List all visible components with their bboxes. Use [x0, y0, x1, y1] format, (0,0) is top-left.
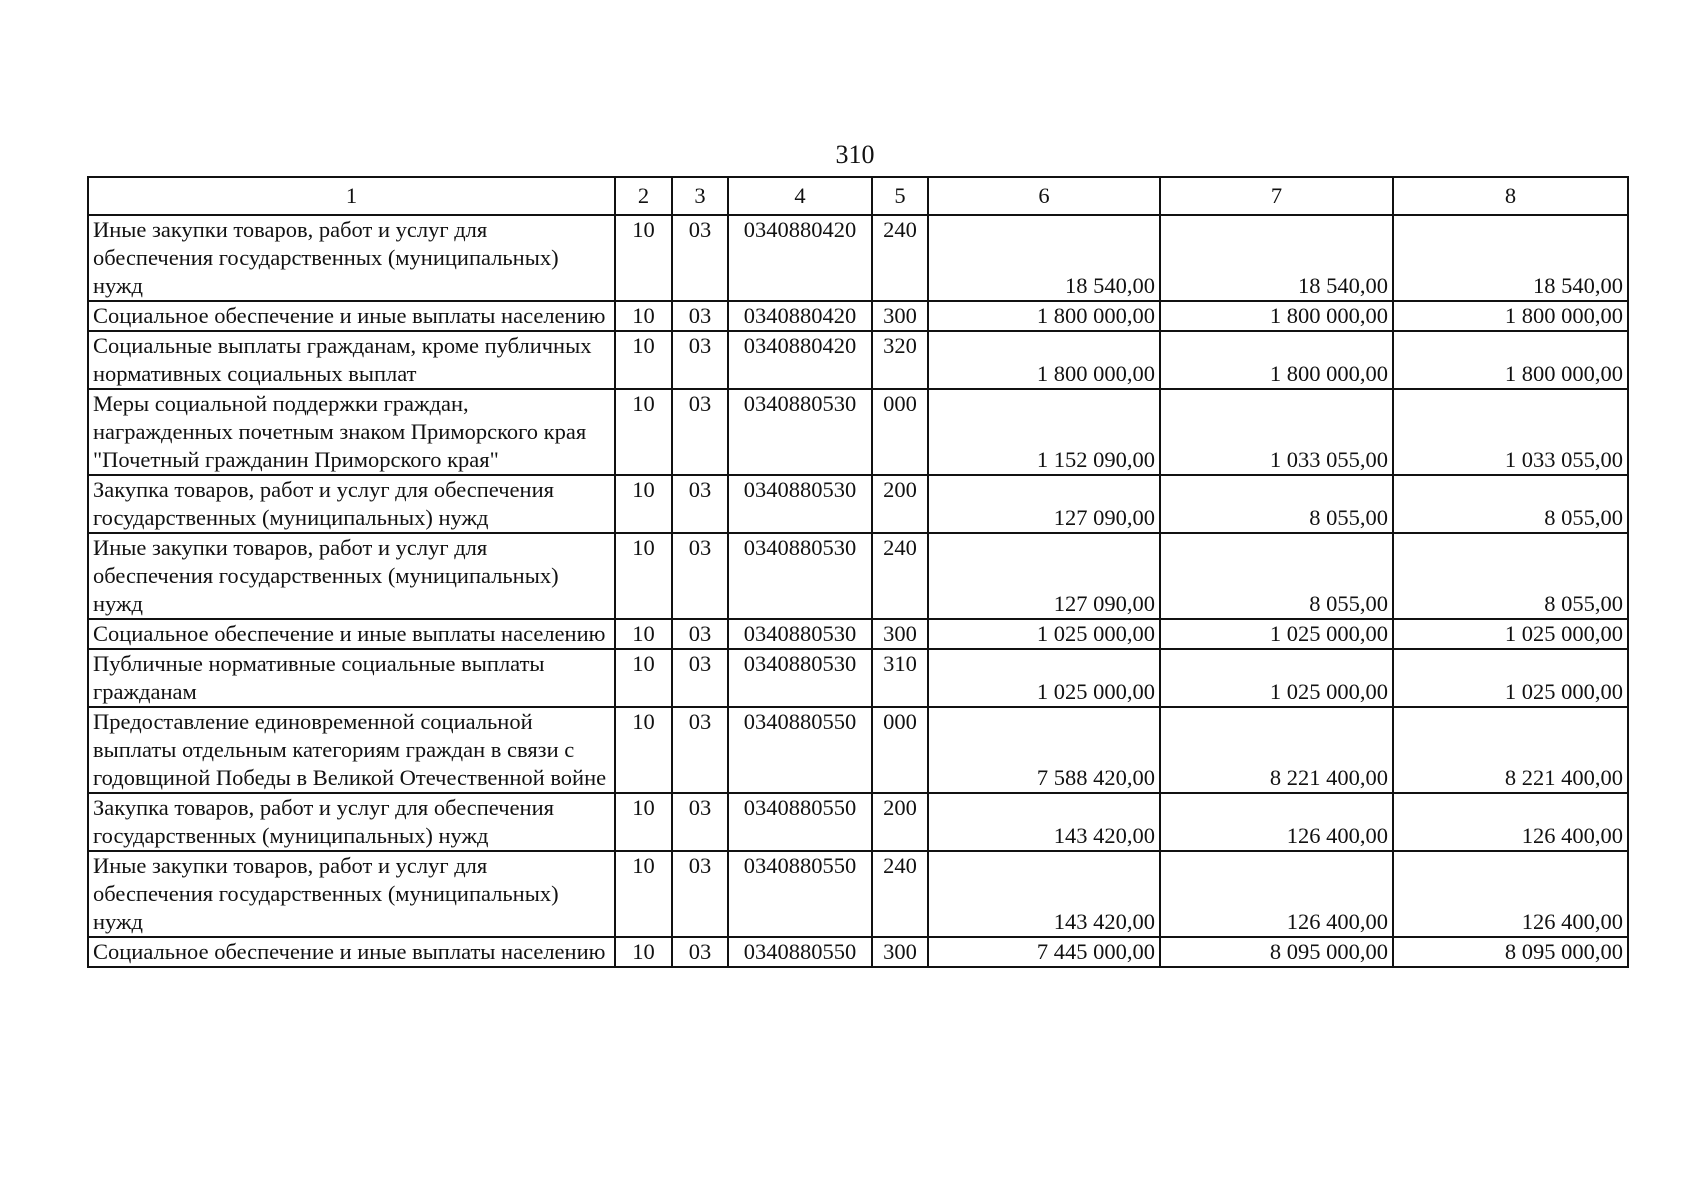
subsection-code: 03 [672, 301, 728, 331]
target-article-code: 0340880530 [728, 389, 872, 475]
amount-col-7: 126 400,00 [1160, 793, 1393, 851]
section-code: 10 [615, 389, 672, 475]
table-row [88, 475, 1628, 533]
column-header-1: 1 [88, 177, 615, 215]
amount-col-6: 1 025 000,00 [928, 649, 1160, 707]
row-name: Иные закупки товаров, работ и услуг для обеспечения государственных (муниципальных) нужд [88, 851, 615, 937]
amount-col-6: 1 800 000,00 [928, 301, 1160, 331]
expense-type-code: 310 [872, 649, 928, 707]
amount-col-6: 127 090,00 [928, 475, 1160, 533]
section-code: 10 [615, 331, 672, 389]
amount-col-8: 8 055,00 [1393, 533, 1628, 619]
column-header-4: 4 [728, 177, 872, 215]
row-name: Социальное обеспечение и иные выплаты населению [88, 301, 615, 331]
amount-col-7: 1 033 055,00 [1160, 389, 1393, 475]
target-article-code: 0340880420 [728, 215, 872, 301]
column-header-6: 6 [928, 177, 1160, 215]
subsection-code: 03 [672, 793, 728, 851]
amount-col-7: 8 095 000,00 [1160, 937, 1393, 967]
target-article-code: 0340880550 [728, 793, 872, 851]
subsection-code: 03 [672, 619, 728, 649]
expense-type-code: 320 [872, 331, 928, 389]
subsection-code: 03 [672, 851, 728, 937]
amount-col-7: 18 540,00 [1160, 215, 1393, 301]
section-code: 10 [615, 619, 672, 649]
section-code: 10 [615, 793, 672, 851]
row-name: Закупка товаров, работ и услуг для обеспечения государственных (муниципальных) нужд [88, 793, 615, 851]
amount-col-8: 1 025 000,00 [1393, 649, 1628, 707]
expense-type-code: 300 [872, 301, 928, 331]
column-header-7: 7 [1160, 177, 1393, 215]
target-article-code: 0340880530 [728, 619, 872, 649]
amount-col-8: 126 400,00 [1393, 851, 1628, 937]
amount-col-8: 1 800 000,00 [1393, 301, 1628, 331]
expense-type-code: 200 [872, 475, 928, 533]
target-article-code: 0340880550 [728, 937, 872, 967]
expense-type-code: 000 [872, 707, 928, 793]
table-row [88, 331, 1628, 389]
column-header-3: 3 [672, 177, 728, 215]
expense-type-code: 240 [872, 851, 928, 937]
table-row [88, 649, 1628, 707]
amount-col-8: 18 540,00 [1393, 215, 1628, 301]
subsection-code: 03 [672, 215, 728, 301]
section-code: 10 [615, 215, 672, 301]
page-number: 310 [835, 140, 875, 169]
section-code: 10 [615, 533, 672, 619]
row-name: Закупка товаров, работ и услуг для обеспечения государственных (муниципальных) нужд [88, 475, 615, 533]
expense-type-code: 240 [872, 215, 928, 301]
section-code: 10 [615, 851, 672, 937]
table-row [88, 301, 1628, 331]
column-header-8: 8 [1393, 177, 1628, 215]
table-row [88, 215, 1628, 301]
header-row [88, 177, 1628, 215]
amount-col-6: 1 800 000,00 [928, 331, 1160, 389]
expense-type-code: 240 [872, 533, 928, 619]
subsection-code: 03 [672, 475, 728, 533]
subsection-code: 03 [672, 389, 728, 475]
section-code: 10 [615, 475, 672, 533]
amount-col-7: 1 800 000,00 [1160, 331, 1393, 389]
subsection-code: 03 [672, 331, 728, 389]
target-article-code: 0340880530 [728, 533, 872, 619]
subsection-code: 03 [672, 937, 728, 967]
row-name: Социальные выплаты гражданам, кроме публичных нормативных социальных выплат [88, 331, 615, 389]
expense-type-code: 000 [872, 389, 928, 475]
table-row [88, 533, 1628, 619]
row-name: Социальное обеспечение и иные выплаты населению [88, 619, 615, 649]
amount-col-8: 8 221 400,00 [1393, 707, 1628, 793]
row-name: Предоставление единовременной социальной выплаты отдельным категориям граждан в связи с годовщиной Победы в Великой Отечественной войне [88, 707, 615, 793]
section-code: 10 [615, 649, 672, 707]
target-article-code: 0340880530 [728, 649, 872, 707]
expense-type-code: 200 [872, 793, 928, 851]
amount-col-6: 127 090,00 [928, 533, 1160, 619]
expense-type-code: 300 [872, 937, 928, 967]
amount-col-8: 1 033 055,00 [1393, 389, 1628, 475]
expense-type-code: 300 [872, 619, 928, 649]
row-name: Публичные нормативные социальные выплаты гражданам [88, 649, 615, 707]
amount-col-6: 7 588 420,00 [928, 707, 1160, 793]
amount-col-8: 8 055,00 [1393, 475, 1628, 533]
table-row [88, 389, 1628, 475]
amount-col-6: 143 420,00 [928, 851, 1160, 937]
subsection-code: 03 [672, 707, 728, 793]
table-row [88, 707, 1628, 793]
amount-col-6: 143 420,00 [928, 793, 1160, 851]
amount-col-8: 1 800 000,00 [1393, 331, 1628, 389]
table-row [88, 937, 1628, 967]
row-name: Иные закупки товаров, работ и услуг для обеспечения государственных (муниципальных) нужд [88, 215, 615, 301]
amount-col-8: 8 095 000,00 [1393, 937, 1628, 967]
table-row [88, 619, 1628, 649]
section-code: 10 [615, 937, 672, 967]
section-code: 10 [615, 301, 672, 331]
target-article-code: 0340880530 [728, 475, 872, 533]
section-code: 10 [615, 707, 672, 793]
amount-col-7: 8 221 400,00 [1160, 707, 1393, 793]
row-name: Меры социальной поддержки граждан, награжденных почетным знаком Приморского края "Почетный гражданин Приморского края" [88, 389, 615, 475]
amount-col-7: 1 025 000,00 [1160, 619, 1393, 649]
subsection-code: 03 [672, 533, 728, 619]
amount-col-7: 1 800 000,00 [1160, 301, 1393, 331]
amount-col-6: 1 152 090,00 [928, 389, 1160, 475]
table-row [88, 793, 1628, 851]
target-article-code: 0340880550 [728, 707, 872, 793]
amount-col-8: 1 025 000,00 [1393, 619, 1628, 649]
target-article-code: 0340880420 [728, 331, 872, 389]
amount-col-7: 126 400,00 [1160, 851, 1393, 937]
column-header-2: 2 [615, 177, 672, 215]
row-name: Иные закупки товаров, работ и услуг для обеспечения государственных (муниципальных) нужд [88, 533, 615, 619]
target-article-code: 0340880420 [728, 301, 872, 331]
amount-col-6: 18 540,00 [928, 215, 1160, 301]
amount-col-7: 8 055,00 [1160, 533, 1393, 619]
subsection-code: 03 [672, 649, 728, 707]
amount-col-6: 7 445 000,00 [928, 937, 1160, 967]
budget-table [87, 176, 1629, 968]
column-header-5: 5 [872, 177, 928, 215]
row-name: Социальное обеспечение и иные выплаты населению [88, 937, 615, 967]
amount-col-8: 126 400,00 [1393, 793, 1628, 851]
amount-col-7: 8 055,00 [1160, 475, 1393, 533]
table-row [88, 851, 1628, 937]
target-article-code: 0340880550 [728, 851, 872, 937]
amount-col-6: 1 025 000,00 [928, 619, 1160, 649]
amount-col-7: 1 025 000,00 [1160, 649, 1393, 707]
